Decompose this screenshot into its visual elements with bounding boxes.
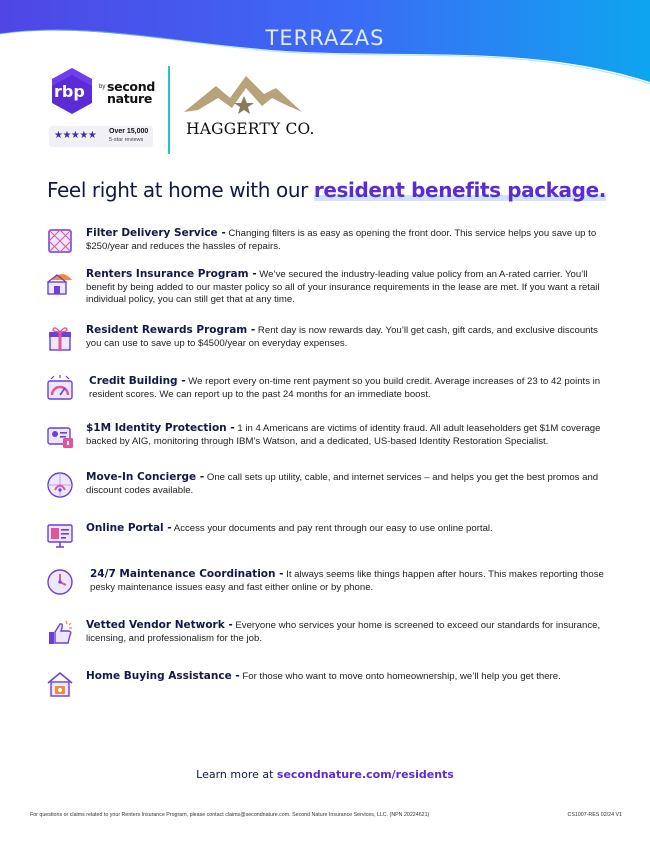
benefit-description: One call sets up utility, cable, and internet services – and helps you get the best promos and discount codes available. [86, 472, 599, 496]
benefit-title: 24/7 Maintenance Coordination - [90, 568, 284, 580]
benefit-description: 1 in 4 Americans are victims of identity fraud. All adult leaseholders get $1M coverage backed by AIG, monitoring through IBM’s Watson, and a dedicated, US-based Identity Restoration Specialist. [86, 423, 601, 447]
benefit-description: For those who want to move onto homeownership, we’ll help you get there. [239, 671, 561, 682]
by-text: by [99, 84, 106, 90]
home-buying-icon [46, 670, 74, 698]
header-wave-background [0, 0, 650, 130]
learn-more-prefix: Learn more at [196, 768, 277, 781]
benefit-title: Move-In Concierge - [86, 471, 205, 483]
concierge-icon [46, 471, 74, 499]
benefit-title: Vetted Vendor Network - [86, 619, 233, 631]
rbp-logo-text: rbp [54, 82, 85, 101]
umbrella-house-icon [46, 268, 74, 296]
five-star-icon: ★★★★★ [54, 130, 97, 141]
property-title: TERRAZAS [265, 26, 385, 50]
headline-prefix: Feel right at home with our [47, 178, 308, 202]
benefit-description: Everyone who services your home is screened to exceed our standards for insurance, licensing, and professionalism for the job. [86, 620, 601, 644]
logo-divider [168, 66, 170, 154]
benefit-title: Renters Insurance Program - [86, 268, 257, 280]
identity-card-icon [46, 422, 74, 450]
benefit-description: Rent day is now rewards day. You’ll get cash, gift cards, and exclusive discounts you can use to save up to $4500/year on everyday expenses. [86, 325, 598, 349]
reviews-label: 5-star reviews [109, 137, 144, 143]
benefit-description: We’ve secured the industry-leading value policy from an A-rated carrier. You’ll benefit by being added to our master policy so all of your insurance requirements in the lease are met. If you want a retail individual policy, you can still get that at any time. [86, 269, 600, 305]
benefit-description: We report every on-time rent payment so you build credit. Average increases of 23 to 42 points in resident scores. We can report up to the past 24 months for an immediate boost. [89, 376, 601, 400]
page-headline [47, 178, 627, 202]
filter-icon [46, 227, 74, 255]
thumbs-up-icon [46, 619, 74, 647]
benefit-title: Home Buying Assistance - [86, 670, 240, 682]
benefit-title: Resident Rewards Program - [86, 324, 256, 336]
clock-icon [46, 568, 74, 596]
haggerty-logo-text: HAGGERTY CO. [186, 120, 315, 138]
headline-highlight: resident benefits package. [313, 178, 606, 202]
reviews-count: Over 15,000 [109, 128, 149, 135]
footer-disclaimer: For questions or claims related to your Renters Insurance Program, please contact claims@secondnature.com. Second Nature Insurance Services, LLC. (NPN 20224621) [30, 812, 430, 818]
second-nature-logo [107, 81, 155, 105]
gift-icon [46, 324, 74, 352]
portal-monitor-icon [46, 522, 74, 550]
benefit-description: It always seems like things happen after hours. This makes reporting those pesky maintenance issues easy and fast either online or by phone. [90, 569, 604, 593]
benefit-title: $1M Identity Protection - [86, 422, 235, 434]
second-nature-line2: nature [107, 91, 153, 106]
footer-document-code: CS1007-RES 02/24 V1 [567, 812, 622, 818]
benefit-description: Access your documents and pay rent through our easy to use online portal. [171, 523, 493, 534]
benefit-title: Credit Building - [89, 375, 186, 387]
benefit-title: Online Portal - [86, 522, 172, 534]
benefit-description: Changing filters is as easy as opening the front door. This service helps you save up to $250/year and reduces the hassles of repairs. [86, 228, 597, 252]
learn-more-link[interactable]: secondnature.com/residents [276, 768, 454, 781]
second-nature-line1: second [107, 79, 155, 94]
credit-gauge-icon [46, 375, 74, 403]
learn-more-line [0, 768, 650, 781]
benefit-title: Filter Delivery Service - [86, 227, 226, 239]
